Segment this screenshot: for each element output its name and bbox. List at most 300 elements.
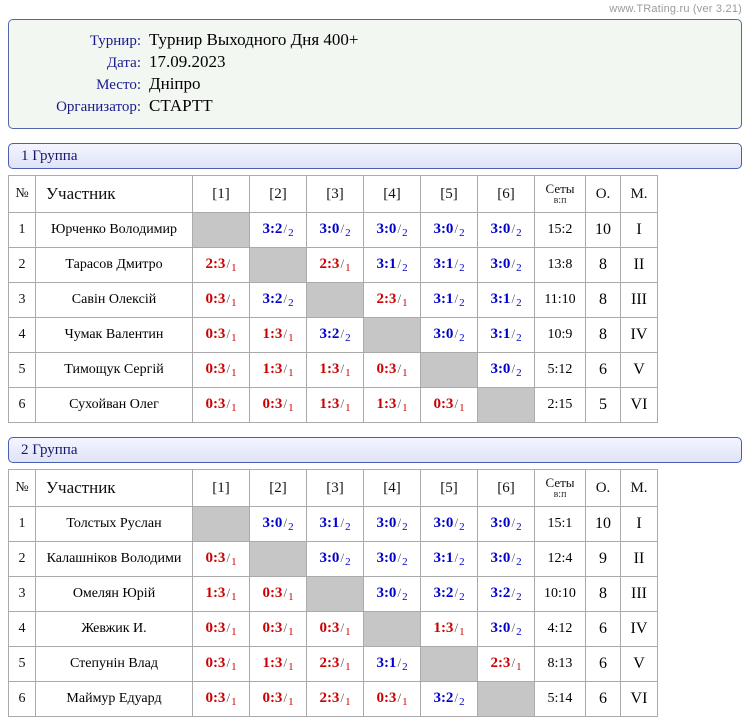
match-score: 0:3	[262, 619, 283, 636]
match-points: 2	[516, 226, 522, 239]
score-separator: /	[454, 255, 459, 271]
match-result-cell	[250, 388, 307, 423]
score-separator: /	[511, 514, 516, 530]
match-score: 3:1	[433, 549, 454, 566]
match-score: 3:0	[490, 619, 511, 636]
match-score: 2:3	[319, 689, 340, 706]
final-place: II	[621, 542, 658, 577]
info-row-organizer	[19, 96, 731, 116]
points-total: 6	[586, 682, 621, 717]
score-separator: /	[397, 360, 402, 376]
row-index: 5	[9, 353, 36, 388]
points-total: 5	[586, 388, 621, 423]
player-name: Жевжик И.	[36, 612, 193, 647]
match-result-cell	[250, 577, 307, 612]
match-points: 2	[459, 590, 465, 603]
match-points: 2	[345, 226, 351, 239]
match-points: 1	[231, 331, 237, 344]
match-result-cell	[478, 507, 535, 542]
match-score: 1:3	[262, 325, 283, 342]
player-name: Савін Олексій	[36, 283, 193, 318]
match-points: 2	[516, 590, 522, 603]
self-cell	[193, 213, 250, 248]
score-separator: /	[340, 395, 345, 411]
match-result-cell	[193, 542, 250, 577]
match-result-cell	[364, 542, 421, 577]
group-title: 1 Группа	[21, 147, 78, 164]
match-result-cell	[307, 682, 364, 717]
score-separator: /	[397, 549, 402, 565]
match-result-cell	[478, 318, 535, 353]
match-result-cell	[307, 647, 364, 682]
match-result-cell	[307, 248, 364, 283]
self-cell	[421, 353, 478, 388]
score-separator: /	[340, 360, 345, 376]
match-points: 1	[288, 695, 294, 708]
self-cell	[364, 612, 421, 647]
match-points: 2	[459, 261, 465, 274]
final-place: V	[621, 647, 658, 682]
info-row-date	[19, 52, 731, 72]
score-separator: /	[454, 619, 459, 635]
match-result-cell	[421, 612, 478, 647]
self-cell	[421, 647, 478, 682]
table-row	[9, 612, 658, 647]
match-points: 1	[345, 695, 351, 708]
info-row-tournament	[19, 30, 731, 50]
score-separator: /	[226, 689, 231, 705]
score-separator: /	[226, 395, 231, 411]
header-opponent-5: [5]	[421, 176, 478, 213]
header-opponent-4: [4]	[364, 470, 421, 507]
score-separator: /	[226, 360, 231, 376]
match-points: 2	[459, 555, 465, 568]
match-points: 2	[402, 555, 408, 568]
match-score: 3:1	[376, 255, 397, 272]
player-name: Тарасов Дмитро	[36, 248, 193, 283]
self-cell	[364, 318, 421, 353]
match-score: 0:3	[262, 689, 283, 706]
match-points: 1	[288, 590, 294, 603]
score-separator: /	[511, 255, 516, 271]
table-row	[9, 388, 658, 423]
match-result-cell	[193, 647, 250, 682]
match-result-cell	[478, 647, 535, 682]
final-place: IV	[621, 318, 658, 353]
score-separator: /	[511, 584, 516, 600]
match-score: 3:0	[262, 514, 283, 531]
match-result-cell	[364, 507, 421, 542]
match-score: 3:0	[376, 549, 397, 566]
final-place: I	[621, 213, 658, 248]
match-result-cell	[307, 388, 364, 423]
match-points: 1	[288, 401, 294, 414]
match-score: 3:2	[433, 584, 454, 601]
match-points: 2	[345, 331, 351, 344]
score-separator: /	[283, 290, 288, 306]
self-cell	[193, 507, 250, 542]
score-separator: /	[397, 220, 402, 236]
header-sets-line1: Сеты	[545, 180, 575, 196]
match-result-cell	[193, 682, 250, 717]
info-value-place: Дніпро	[149, 74, 201, 93]
header-sets	[535, 470, 586, 507]
row-index: 2	[9, 248, 36, 283]
header-points: О.	[586, 470, 621, 507]
sets-total: 11:10	[535, 283, 586, 318]
match-result-cell	[421, 507, 478, 542]
score-separator: /	[226, 255, 231, 271]
match-score: 3:0	[433, 220, 454, 237]
match-points: 1	[288, 660, 294, 673]
match-points: 1	[402, 401, 408, 414]
info-value-tournament: Турнир Выходного Дня 400+	[149, 30, 359, 49]
sets-total: 8:13	[535, 647, 586, 682]
sets-total: 10:10	[535, 577, 586, 612]
match-score: 3:2	[433, 689, 454, 706]
match-score: 0:3	[319, 619, 340, 636]
row-index: 4	[9, 318, 36, 353]
match-score: 0:3	[205, 619, 226, 636]
header-place: М.	[621, 176, 658, 213]
match-result-cell	[250, 318, 307, 353]
score-separator: /	[340, 689, 345, 705]
match-result-cell	[193, 248, 250, 283]
match-score: 2:3	[319, 654, 340, 671]
header-sets	[535, 176, 586, 213]
match-points: 2	[459, 331, 465, 344]
sets-total: 5:14	[535, 682, 586, 717]
final-place: VI	[621, 388, 658, 423]
match-score: 3:1	[376, 654, 397, 671]
match-points: 1	[402, 296, 408, 309]
match-points: 1	[345, 261, 351, 274]
match-result-cell	[250, 283, 307, 318]
match-score: 2:3	[205, 255, 226, 272]
match-score: 1:3	[262, 654, 283, 671]
match-score: 3:0	[319, 220, 340, 237]
match-result-cell	[307, 318, 364, 353]
match-result-cell	[193, 388, 250, 423]
match-result-cell	[193, 612, 250, 647]
row-index: 3	[9, 283, 36, 318]
match-score: 2:3	[490, 654, 511, 671]
match-points: 1	[459, 625, 465, 638]
match-points: 1	[288, 331, 294, 344]
match-result-cell	[250, 213, 307, 248]
header-opponent-2: [2]	[250, 176, 307, 213]
match-result-cell	[250, 647, 307, 682]
match-score: 2:3	[319, 255, 340, 272]
info-label-tournament: Турнир:	[89, 33, 141, 49]
player-name: Степунін Влад	[36, 647, 193, 682]
match-score: 3:0	[319, 549, 340, 566]
sets-total: 2:15	[535, 388, 586, 423]
sets-total: 10:9	[535, 318, 586, 353]
match-score: 3:0	[376, 220, 397, 237]
score-separator: /	[340, 549, 345, 565]
match-points: 2	[288, 296, 294, 309]
match-result-cell	[364, 353, 421, 388]
info-value-date: 17.09.2023	[149, 52, 226, 71]
score-separator: /	[454, 220, 459, 236]
match-result-cell	[364, 647, 421, 682]
match-result-cell	[478, 353, 535, 388]
match-points: 1	[231, 401, 237, 414]
match-points: 1	[288, 366, 294, 379]
match-score: 1:3	[262, 360, 283, 377]
match-score: 1:3	[433, 619, 454, 636]
match-score: 3:0	[376, 514, 397, 531]
match-points: 2	[516, 296, 522, 309]
match-points: 2	[288, 226, 294, 239]
final-place: III	[621, 577, 658, 612]
score-separator: /	[283, 325, 288, 341]
match-score: 1:3	[319, 395, 340, 412]
sets-total: 15:2	[535, 213, 586, 248]
match-points: 2	[459, 226, 465, 239]
player-name: Омелян Юрій	[36, 577, 193, 612]
match-points: 2	[345, 520, 351, 533]
header-opponent-3: [3]	[307, 176, 364, 213]
match-result-cell	[250, 612, 307, 647]
score-separator: /	[454, 325, 459, 341]
table-row	[9, 507, 658, 542]
match-result-cell	[478, 577, 535, 612]
header-participant: Участник	[36, 176, 193, 213]
score-separator: /	[454, 689, 459, 705]
match-points: 1	[345, 366, 351, 379]
match-score: 3:2	[262, 290, 283, 307]
info-row-place	[19, 74, 731, 94]
points-total: 9	[586, 542, 621, 577]
table-row	[9, 542, 658, 577]
match-score: 3:0	[490, 514, 511, 531]
match-points: 1	[402, 695, 408, 708]
info-label-date: Дата:	[106, 55, 141, 71]
player-name: Калашніков Володими	[36, 542, 193, 577]
score-separator: /	[283, 514, 288, 530]
match-points: 1	[345, 625, 351, 638]
match-score: 0:3	[376, 360, 397, 377]
match-points: 1	[345, 660, 351, 673]
match-score: 0:3	[262, 395, 283, 412]
points-total: 6	[586, 647, 621, 682]
match-score: 3:0	[490, 220, 511, 237]
row-index: 1	[9, 507, 36, 542]
match-score: 3:1	[490, 290, 511, 307]
match-score: 0:3	[205, 325, 226, 342]
score-separator: /	[340, 654, 345, 670]
sets-total: 12:4	[535, 542, 586, 577]
group-banner	[8, 143, 742, 169]
match-result-cell	[307, 213, 364, 248]
player-name: Маймур Едуард	[36, 682, 193, 717]
match-score: 1:3	[319, 360, 340, 377]
group-banner	[8, 437, 742, 463]
final-place: V	[621, 353, 658, 388]
match-result-cell	[478, 213, 535, 248]
match-score: 3:1	[490, 325, 511, 342]
score-separator: /	[340, 514, 345, 530]
match-score: 3:0	[433, 514, 454, 531]
match-result-cell	[421, 283, 478, 318]
match-result-cell	[421, 248, 478, 283]
match-points: 1	[402, 366, 408, 379]
match-result-cell	[364, 213, 421, 248]
match-result-cell	[193, 283, 250, 318]
match-score: 3:2	[319, 325, 340, 342]
match-score: 0:3	[205, 360, 226, 377]
match-score: 3:2	[490, 584, 511, 601]
match-score: 0:3	[205, 395, 226, 412]
match-score: 3:0	[490, 549, 511, 566]
match-result-cell	[250, 353, 307, 388]
score-separator: /	[340, 325, 345, 341]
sets-total: 5:12	[535, 353, 586, 388]
match-points: 1	[345, 401, 351, 414]
info-label-place: Место:	[96, 77, 141, 93]
match-result-cell	[421, 682, 478, 717]
match-result-cell	[364, 248, 421, 283]
sets-total: 4:12	[535, 612, 586, 647]
score-separator: /	[511, 549, 516, 565]
match-result-cell	[307, 542, 364, 577]
match-result-cell	[421, 318, 478, 353]
final-place: I	[621, 507, 658, 542]
match-points: 2	[402, 590, 408, 603]
match-result-cell	[250, 507, 307, 542]
score-separator: /	[397, 689, 402, 705]
match-points: 2	[516, 331, 522, 344]
match-result-cell	[193, 353, 250, 388]
table-row	[9, 353, 658, 388]
header-opponent-4: [4]	[364, 176, 421, 213]
score-separator: /	[283, 584, 288, 600]
match-result-cell	[421, 542, 478, 577]
score-separator: /	[454, 514, 459, 530]
match-result-cell	[478, 248, 535, 283]
match-result-cell	[364, 577, 421, 612]
score-separator: /	[511, 360, 516, 376]
match-points: 2	[402, 226, 408, 239]
final-place: IV	[621, 612, 658, 647]
player-name: Юрченко Володимир	[36, 213, 193, 248]
match-points: 1	[459, 401, 465, 414]
match-points: 1	[231, 660, 237, 673]
score-separator: /	[397, 395, 402, 411]
score-separator: /	[397, 255, 402, 271]
match-result-cell	[478, 283, 535, 318]
table-row	[9, 577, 658, 612]
match-result-cell	[364, 682, 421, 717]
score-separator: /	[226, 654, 231, 670]
match-points: 2	[516, 520, 522, 533]
match-score: 3:0	[490, 255, 511, 272]
match-points: 1	[231, 261, 237, 274]
final-place: VI	[621, 682, 658, 717]
match-result-cell	[421, 213, 478, 248]
score-separator: /	[226, 584, 231, 600]
score-separator: /	[283, 619, 288, 635]
match-points: 2	[459, 520, 465, 533]
header-participant: Участник	[36, 470, 193, 507]
info-label-organizer: Организатор:	[56, 99, 141, 115]
header-points: О.	[586, 176, 621, 213]
score-separator: /	[511, 290, 516, 306]
match-score: 0:3	[205, 290, 226, 307]
match-score: 0:3	[205, 549, 226, 566]
points-total: 10	[586, 507, 621, 542]
match-result-cell	[478, 612, 535, 647]
self-cell	[250, 542, 307, 577]
score-separator: /	[283, 654, 288, 670]
player-name: Тимощук Сергій	[36, 353, 193, 388]
points-total: 8	[586, 283, 621, 318]
group-standings-table	[8, 469, 658, 717]
header-opponent-6: [6]	[478, 470, 535, 507]
score-separator: /	[511, 220, 516, 236]
score-separator: /	[454, 549, 459, 565]
score-separator: /	[511, 619, 516, 635]
match-points: 2	[516, 261, 522, 274]
header-opponent-3: [3]	[307, 470, 364, 507]
match-result-cell	[307, 612, 364, 647]
match-points: 1	[516, 660, 522, 673]
score-separator: /	[340, 220, 345, 236]
score-separator: /	[226, 290, 231, 306]
points-total: 10	[586, 213, 621, 248]
sets-total: 15:1	[535, 507, 586, 542]
self-cell	[307, 577, 364, 612]
match-score: 3:0	[433, 325, 454, 342]
match-points: 1	[231, 625, 237, 638]
match-score: 3:1	[433, 255, 454, 272]
match-result-cell	[250, 682, 307, 717]
points-total: 6	[586, 612, 621, 647]
score-separator: /	[454, 584, 459, 600]
header-opponent-2: [2]	[250, 470, 307, 507]
score-separator: /	[397, 654, 402, 670]
match-score: 1:3	[205, 584, 226, 601]
match-score: 3:1	[319, 514, 340, 531]
row-index: 5	[9, 647, 36, 682]
match-points: 2	[402, 520, 408, 533]
points-total: 6	[586, 353, 621, 388]
player-name: Сухойван Олег	[36, 388, 193, 423]
row-index: 1	[9, 213, 36, 248]
self-cell	[250, 248, 307, 283]
table-header-row	[9, 470, 658, 507]
score-separator: /	[283, 220, 288, 236]
match-score: 3:2	[262, 220, 283, 237]
score-separator: /	[226, 549, 231, 565]
match-score: 0:3	[433, 395, 454, 412]
self-cell	[478, 388, 535, 423]
points-total: 8	[586, 318, 621, 353]
score-separator: /	[226, 619, 231, 635]
sets-total: 13:8	[535, 248, 586, 283]
match-score: 1:3	[376, 395, 397, 412]
group-standings-table	[8, 175, 658, 423]
header-opponent-5: [5]	[421, 470, 478, 507]
match-points: 2	[516, 366, 522, 379]
match-points: 1	[288, 625, 294, 638]
self-cell	[478, 682, 535, 717]
score-separator: /	[511, 654, 516, 670]
header-opponent-6: [6]	[478, 176, 535, 213]
row-index: 4	[9, 612, 36, 647]
